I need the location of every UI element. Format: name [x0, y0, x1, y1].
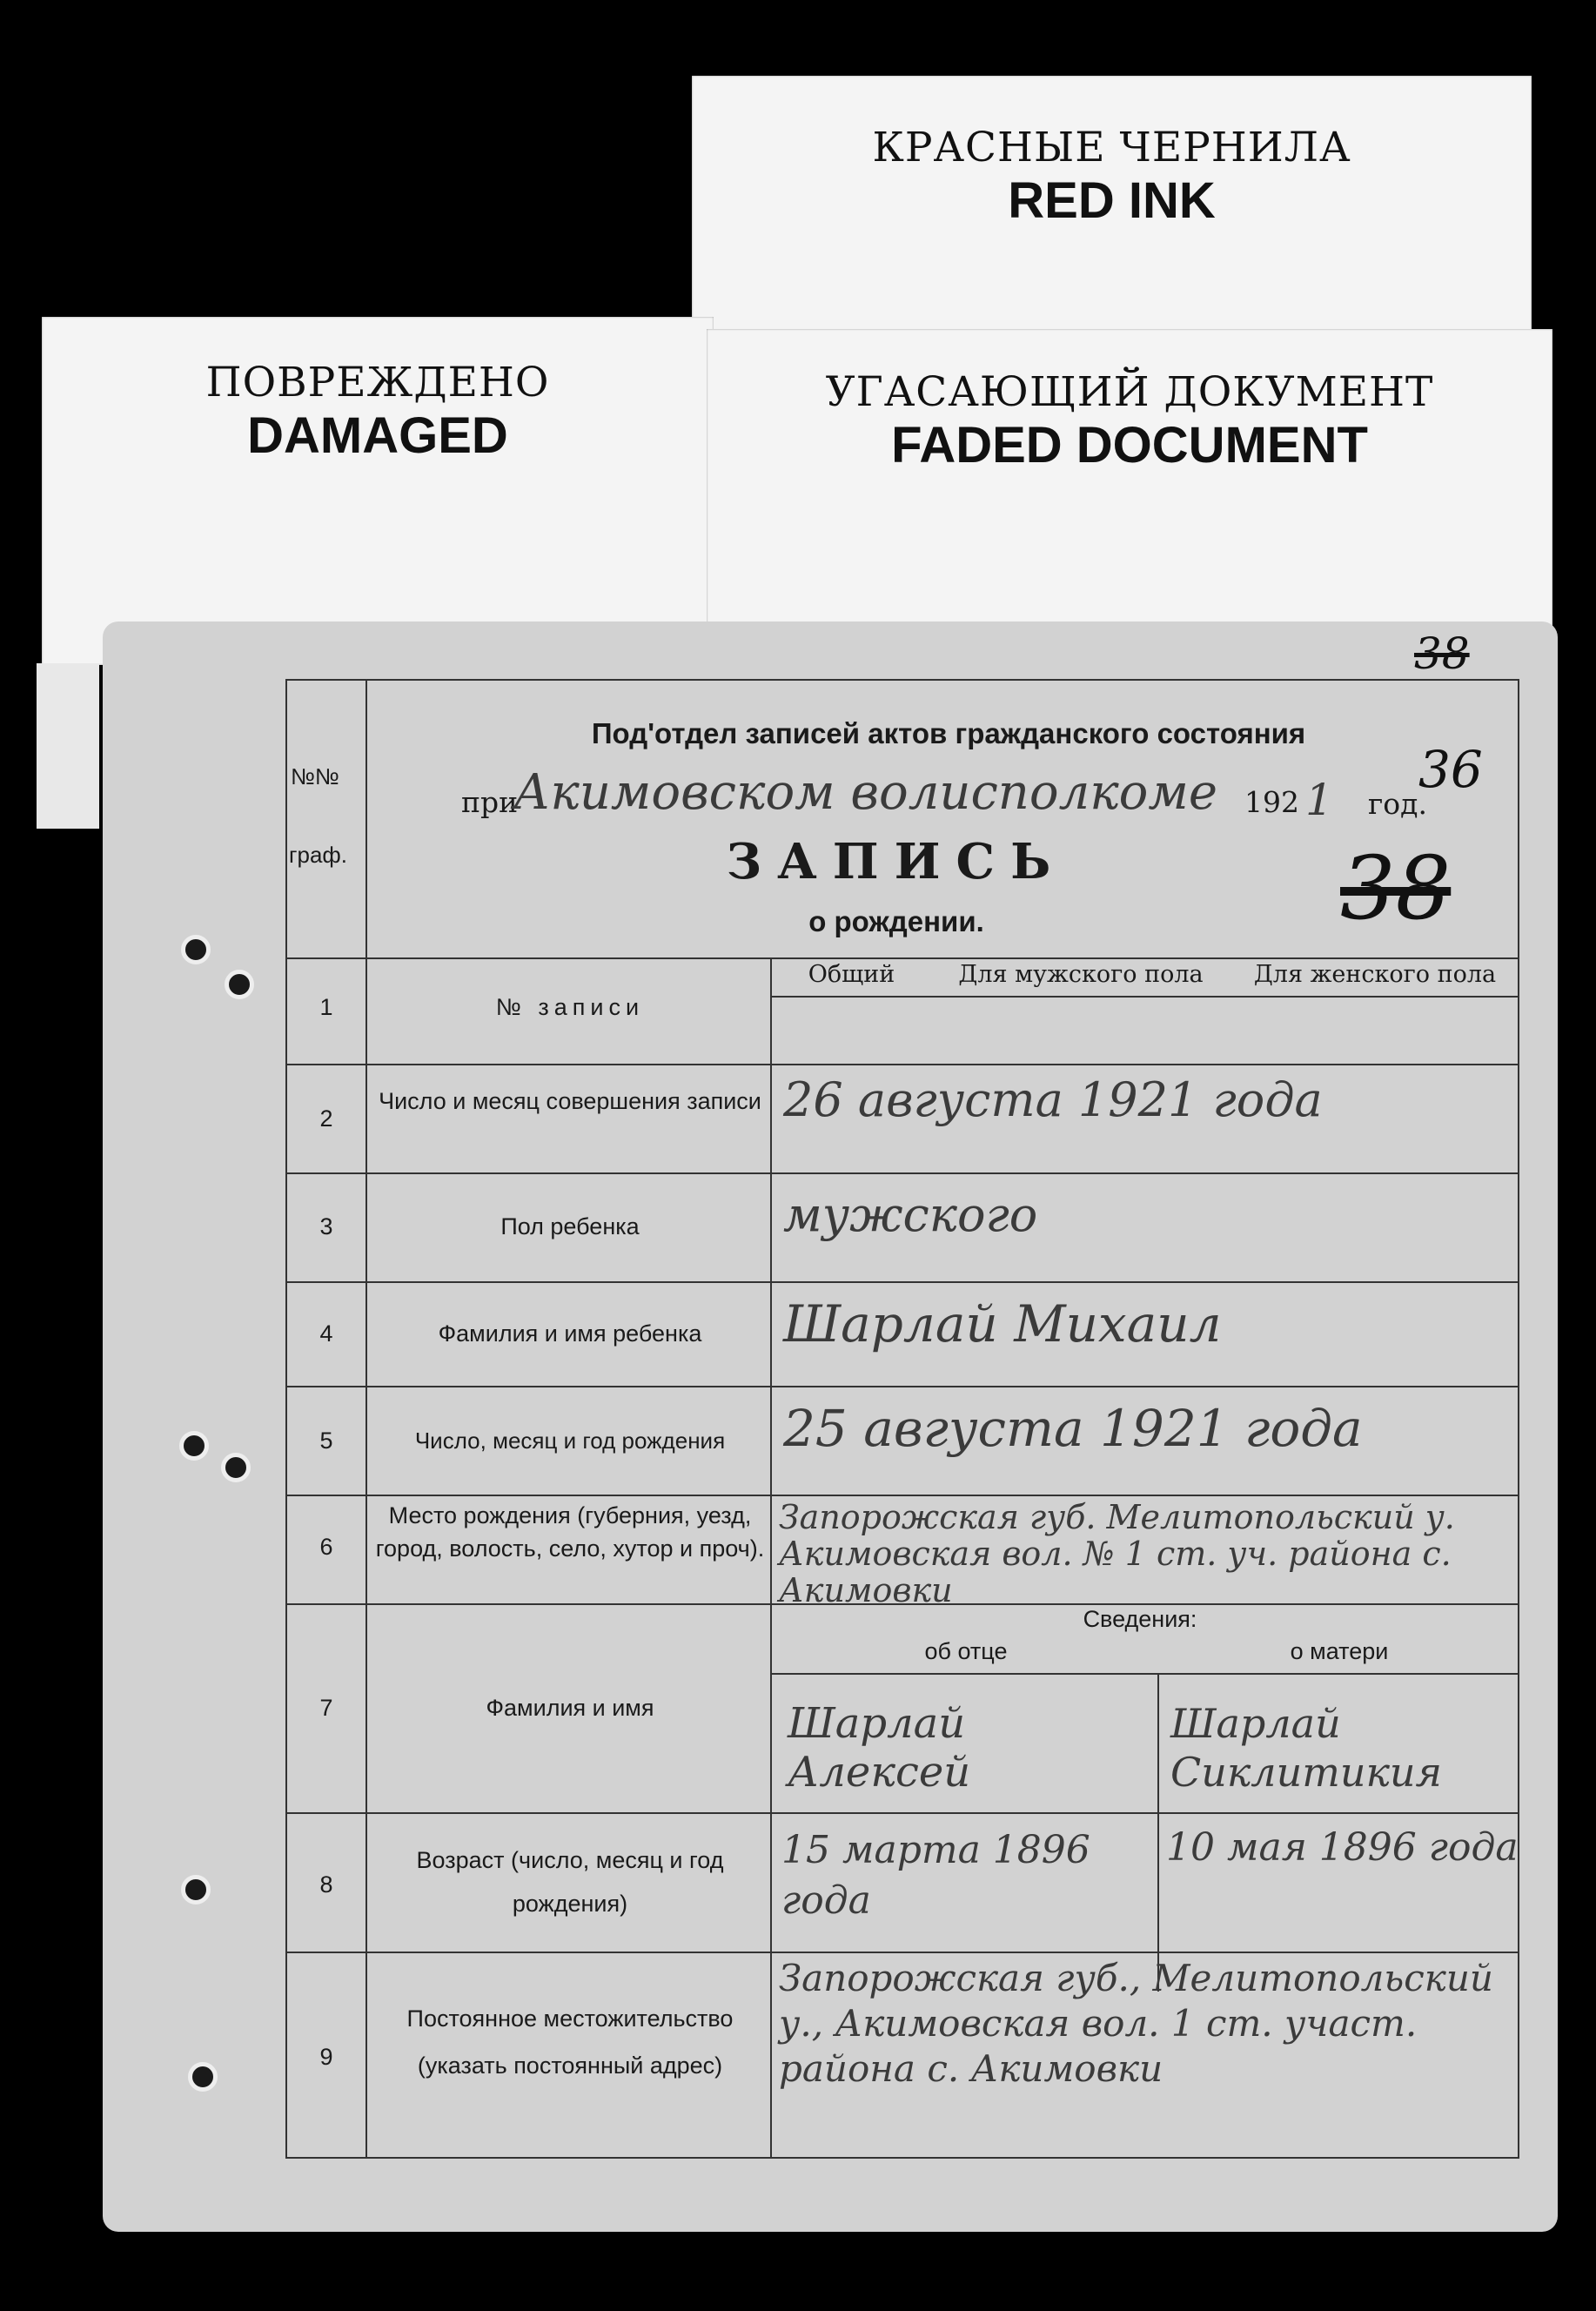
row-num-2: 2: [319, 1105, 333, 1132]
row-label-3: Пол ребенка: [500, 1213, 640, 1239]
record-number-38: 38: [1340, 837, 1452, 939]
row-label-6: Место рождения (губерния, уезд, город, волость, село, хутор и проч).: [375, 1502, 765, 1562]
mother-label: о матери: [1290, 1638, 1389, 1664]
row6-handwriting: Запорожская губ. Мелитопольский у. Акимовская вол. № 1 ст. уч. района с. Акимовки: [779, 1498, 1455, 1609]
sub-header-general: Общий: [808, 961, 895, 988]
col-graf-label: граф.: [289, 842, 348, 868]
row-num-5: 5: [319, 1428, 333, 1454]
damaged-label-card: [42, 317, 714, 665]
record-form-grid: [285, 679, 1519, 2159]
council-handwriting: Акимовском волисполкоме: [513, 764, 1217, 821]
info-label: Сведения:: [1083, 1606, 1197, 1632]
row9-handwriting: Запорожская губ., Мелитопольский у., Акимовская вол. 1 ст. участ. района с. Акимовки: [779, 1957, 1493, 2090]
sub-header-female: Для женского пола: [1253, 961, 1497, 988]
row-label-9: Постоянное местожительство (указать постоянный адрес): [406, 2005, 734, 2079]
row-label-2: Число и месяц совершения записи: [379, 1088, 761, 1114]
damaged-en-text: DAMAGED: [247, 407, 508, 464]
binder-hole: [181, 1875, 211, 1905]
col-nn-label: №№: [291, 763, 339, 789]
row5-handwriting: 25 августа 1921 года: [783, 1399, 1363, 1458]
record-title: ЗАПИСЬ: [726, 833, 1067, 890]
faded-label-card: [707, 329, 1552, 642]
faded-en-text: FADED DOCUMENT: [891, 417, 1368, 474]
record-number-36: 36: [1418, 740, 1483, 799]
row4-handwriting: Шарлай Михаил: [783, 1294, 1222, 1354]
mother-name-handwriting: Шарлай Сиклитикия: [1170, 1700, 1443, 1796]
corner-page-number: 38: [1414, 628, 1470, 679]
row-label-1: № записи: [495, 994, 645, 1020]
mother-age-handwriting: 10 мая 1896 года: [1166, 1825, 1519, 1870]
binder-hole: [179, 1431, 209, 1461]
red-ink-ru-text: КРАСНЫЕ ЧЕРНИЛА: [872, 124, 1351, 171]
binder-hole: [221, 1453, 251, 1482]
row-label-4: Фамилия и имя ребенка: [438, 1320, 702, 1347]
row-num-3: 3: [319, 1213, 333, 1239]
red-ink-label-card: [692, 76, 1532, 337]
pri-label: при: [461, 785, 519, 819]
binder-hole: [181, 935, 211, 964]
year-digit-handwriting: 1: [1305, 775, 1333, 825]
damaged-card-strip: [37, 663, 99, 829]
binder-hole: [188, 2062, 218, 2092]
row2-handwriting: 26 августа 1921 года: [783, 1072, 1323, 1127]
row-num-9: 9: [319, 2044, 333, 2070]
row-label-8: Возраст (число, месяц и год рождения): [416, 1847, 724, 1917]
father-age-handwriting: 15 марта 1896 года: [781, 1828, 1090, 1923]
father-name-handwriting: Шарлай Алексей: [788, 1699, 971, 1797]
row3-handwriting: мужского: [783, 1187, 1038, 1242]
red-ink-en-text: RED INK: [1008, 172, 1216, 229]
year-label: год.: [1368, 787, 1427, 821]
row-num-4: 4: [319, 1320, 333, 1347]
father-label: об отце: [924, 1638, 1008, 1664]
row-num-6: 6: [319, 1534, 333, 1560]
damaged-ru-text: ПОВРЕЖДЕНО: [205, 359, 550, 406]
row-label-5: Число, месяц и год рождения: [414, 1428, 726, 1454]
department-title: Под'отдел записей актов гражданского состояния: [591, 717, 1306, 749]
sub-header-male: Для мужского пола: [958, 961, 1204, 988]
row-num-7: 7: [319, 1695, 333, 1721]
row-label-7: Фамилия и имя: [486, 1695, 654, 1721]
record-subtitle: о рождении.: [808, 905, 984, 937]
row-num-1: 1: [319, 994, 333, 1020]
row-num-8: 8: [319, 1871, 333, 1898]
year-prefix: 192: [1244, 785, 1299, 819]
binder-hole: [225, 970, 254, 999]
faded-ru-text: УГАСАЮЩИЙ ДОКУМЕНТ: [825, 368, 1434, 416]
